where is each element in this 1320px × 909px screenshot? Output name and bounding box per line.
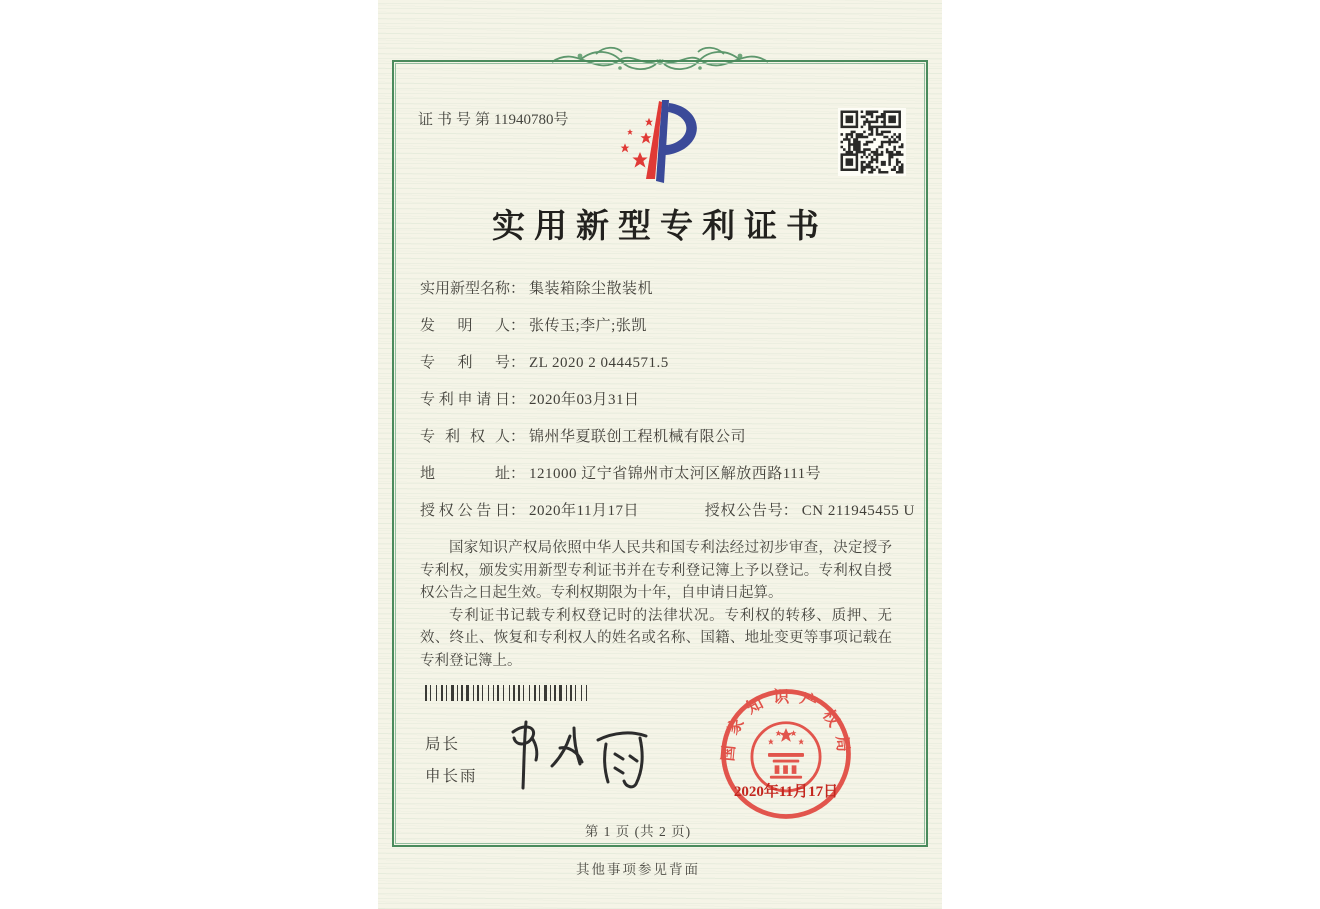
field-label: 专利权人 (420, 429, 510, 445)
certificate-border-frame (392, 60, 928, 847)
field-label: 专利号 (420, 355, 510, 371)
seal-agency-text: 国家知识产权局 (720, 688, 852, 763)
field-colon: ： (510, 355, 526, 371)
field-value: 121000 辽宁省锦州市太河区解放西路111号 (529, 466, 822, 482)
certificate-number-prefix: 证书号第 (418, 112, 495, 128)
field-colon: ： (510, 466, 526, 482)
field-colon: ： (510, 429, 526, 445)
certificate-number-digits: 11940780 (494, 112, 554, 128)
field-colon: ： (510, 392, 526, 408)
field-value: 集装箱除尘散装机 (529, 281, 654, 297)
field-colon: ： (510, 318, 526, 334)
field-value: CN 211945455 U (801, 503, 915, 519)
field-label: 实用新型名称 (420, 281, 511, 297)
director-name: 申长雨 (425, 768, 478, 785)
certificate-page (378, 0, 942, 909)
legal-paragraph-2: 专利证书记载专利权登记时的法律状况。专利权的转移、质押、无效、终止、恢复和专利权人的姓名或名称、国籍、地址变更等事项记载在专利登记簿上。 (420, 607, 892, 669)
field-value: 2020年11月17日 (529, 503, 639, 519)
field-value: ZL 2020 2 0444571.5 (529, 355, 669, 371)
page-indicator: 第 1 页 (共 2 页) (584, 824, 692, 839)
field-label: 地址 (420, 466, 510, 482)
field-label: 发明人 (420, 318, 510, 334)
legal-paragraph-1: 国家知识产权局依照中华人民共和国专利法经过初步审查，决定授予专利权，颁发实用新型专利证书并在专利登记簿上予以登记。专利权自授权公告之日起生效。专利权期限为十年，自申请日起算。 (420, 540, 892, 601)
field-value: 2020年03月31日 (529, 392, 640, 408)
field-colon: ： (510, 281, 526, 297)
field-label: 专利申请日 (420, 392, 510, 408)
field-value: 张传玉;李广;张凯 (529, 318, 647, 334)
seal-date: 2020年11月17日 (733, 784, 839, 800)
field-value: 锦州华夏联创工程机械有限公司 (529, 429, 747, 445)
director-title: 局长 (425, 736, 461, 753)
certificate-number-suffix: 号 (553, 112, 569, 128)
certificate-title: 实用新型专利证书 (492, 209, 828, 245)
field-colon: ： (782, 503, 798, 519)
back-side-note: 其他事项参见背面 (576, 862, 700, 877)
field-label: 授权公告日 (420, 503, 510, 519)
field-label: 授权公告号 (704, 503, 783, 519)
field-colon: ： (510, 503, 526, 519)
